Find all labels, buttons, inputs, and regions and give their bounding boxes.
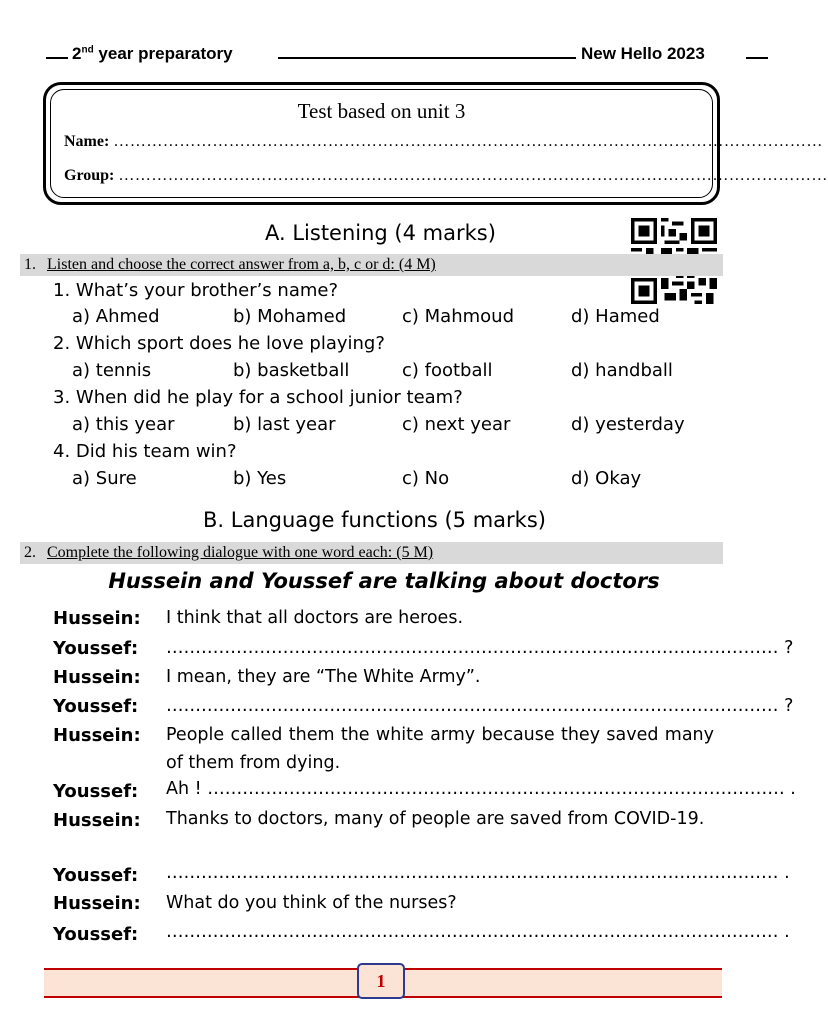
section-a-title: A. Listening (4 marks) (265, 221, 496, 245)
question-3: 3. When did he play for a school junior team? (53, 387, 463, 408)
option-4a[interactable]: a) Sure (72, 468, 137, 489)
answer-blank[interactable]: …………………………………………………………………………………………… ? (166, 638, 794, 658)
speaker-label: Youssef: (53, 638, 139, 659)
grade-label: 2nd year preparatory (72, 44, 233, 63)
question-2: 2. Which sport does he love playing? (53, 333, 385, 354)
instruction-text: Complete the following dialogue with one word each: (5 M) (47, 544, 434, 561)
instruction-number: 2. (24, 544, 36, 561)
answer-blank[interactable]: …………………………………………………………………………………………… ? (166, 696, 794, 716)
dialogue-title: Hussein and Youssef are talking about doctors (108, 569, 660, 593)
option-3a[interactable]: a) this year (72, 414, 175, 435)
option-4d[interactable]: d) Okay (571, 468, 642, 489)
option-3c[interactable]: c) next year (402, 414, 511, 435)
option-1b[interactable]: b) Mohamed (233, 306, 347, 327)
speaker-label: Youssef: (53, 924, 139, 945)
instruction-bar-1 (20, 254, 723, 276)
option-3b[interactable]: b) last year (233, 414, 336, 435)
instruction-bar-2 (20, 542, 723, 564)
speaker-label: Youssef: (53, 781, 139, 802)
name-field[interactable] (64, 133, 823, 151)
speaker-label: Hussein: (53, 893, 141, 914)
answer-blank[interactable]: …………………………………………………………………………………………… . (166, 922, 790, 942)
dialogue-line: What do you think of the nurses? (166, 893, 457, 913)
speaker-label: Hussein: (53, 725, 141, 746)
header-rule-left (46, 57, 68, 59)
dialogue-line: Thanks to doctors, many of people are saved from COVID-19. (166, 809, 705, 829)
page-number: 1 (357, 963, 405, 999)
answer-blank[interactable]: …………………………………………………………………………………………… . (166, 863, 790, 883)
group-field[interactable] (64, 167, 828, 185)
student-info-box (43, 82, 828, 205)
group-label: Group: (64, 167, 115, 184)
group-dots: ………………………………………………………………………………………………………………… (118, 167, 828, 184)
name-dots: ………………………………………………………………………………………………………………… (113, 133, 823, 150)
option-2a[interactable]: a) tennis (72, 360, 152, 381)
speaker-label: Hussein: (53, 667, 141, 688)
question-4: 4. Did his team win? (53, 441, 237, 462)
header-rule-middle (278, 57, 576, 59)
option-4c[interactable]: c) No (402, 468, 450, 489)
question-1: 1. What’s your brother’s name? (53, 280, 339, 301)
instruction-text: Listen and choose the correct answer from a, b, c or d: (4 M) (47, 256, 436, 273)
section-b-title: B. Language functions (5 marks) (203, 508, 546, 532)
option-4b[interactable]: b) Yes (233, 468, 287, 489)
option-2b[interactable]: b) basketball (233, 360, 350, 381)
dialogue-line: I mean, they are “The White Army”. (166, 667, 481, 687)
dialogue-line: I think that all doctors are heroes. (166, 608, 464, 628)
option-1d[interactable]: d) Hamed (571, 306, 660, 327)
option-1a[interactable]: a) Ahmed (72, 306, 160, 327)
page-header (46, 44, 720, 64)
book-label: New Hello 2023 (581, 44, 705, 63)
test-title: Test based on unit 3 (297, 99, 466, 123)
instruction-number: 1. (24, 256, 36, 273)
name-label: Name: (64, 133, 110, 150)
option-1c[interactable]: c) Mahmoud (402, 306, 514, 327)
speaker-label: Youssef: (53, 696, 139, 717)
speaker-label: Hussein: (53, 810, 141, 831)
answer-blank[interactable]: Ah ! ……………………………………………………………………………………… . (166, 779, 796, 799)
header-rule-right (746, 57, 768, 59)
option-2c[interactable]: c) football (402, 360, 493, 381)
speaker-label: Youssef: (53, 865, 139, 886)
speaker-label: Hussein: (53, 608, 141, 629)
option-2d[interactable]: d) handball (571, 360, 673, 381)
dialogue-line: People called them the white army because they saved many of them from dying. (166, 725, 714, 773)
option-3d[interactable]: d) yesterday (571, 414, 685, 435)
